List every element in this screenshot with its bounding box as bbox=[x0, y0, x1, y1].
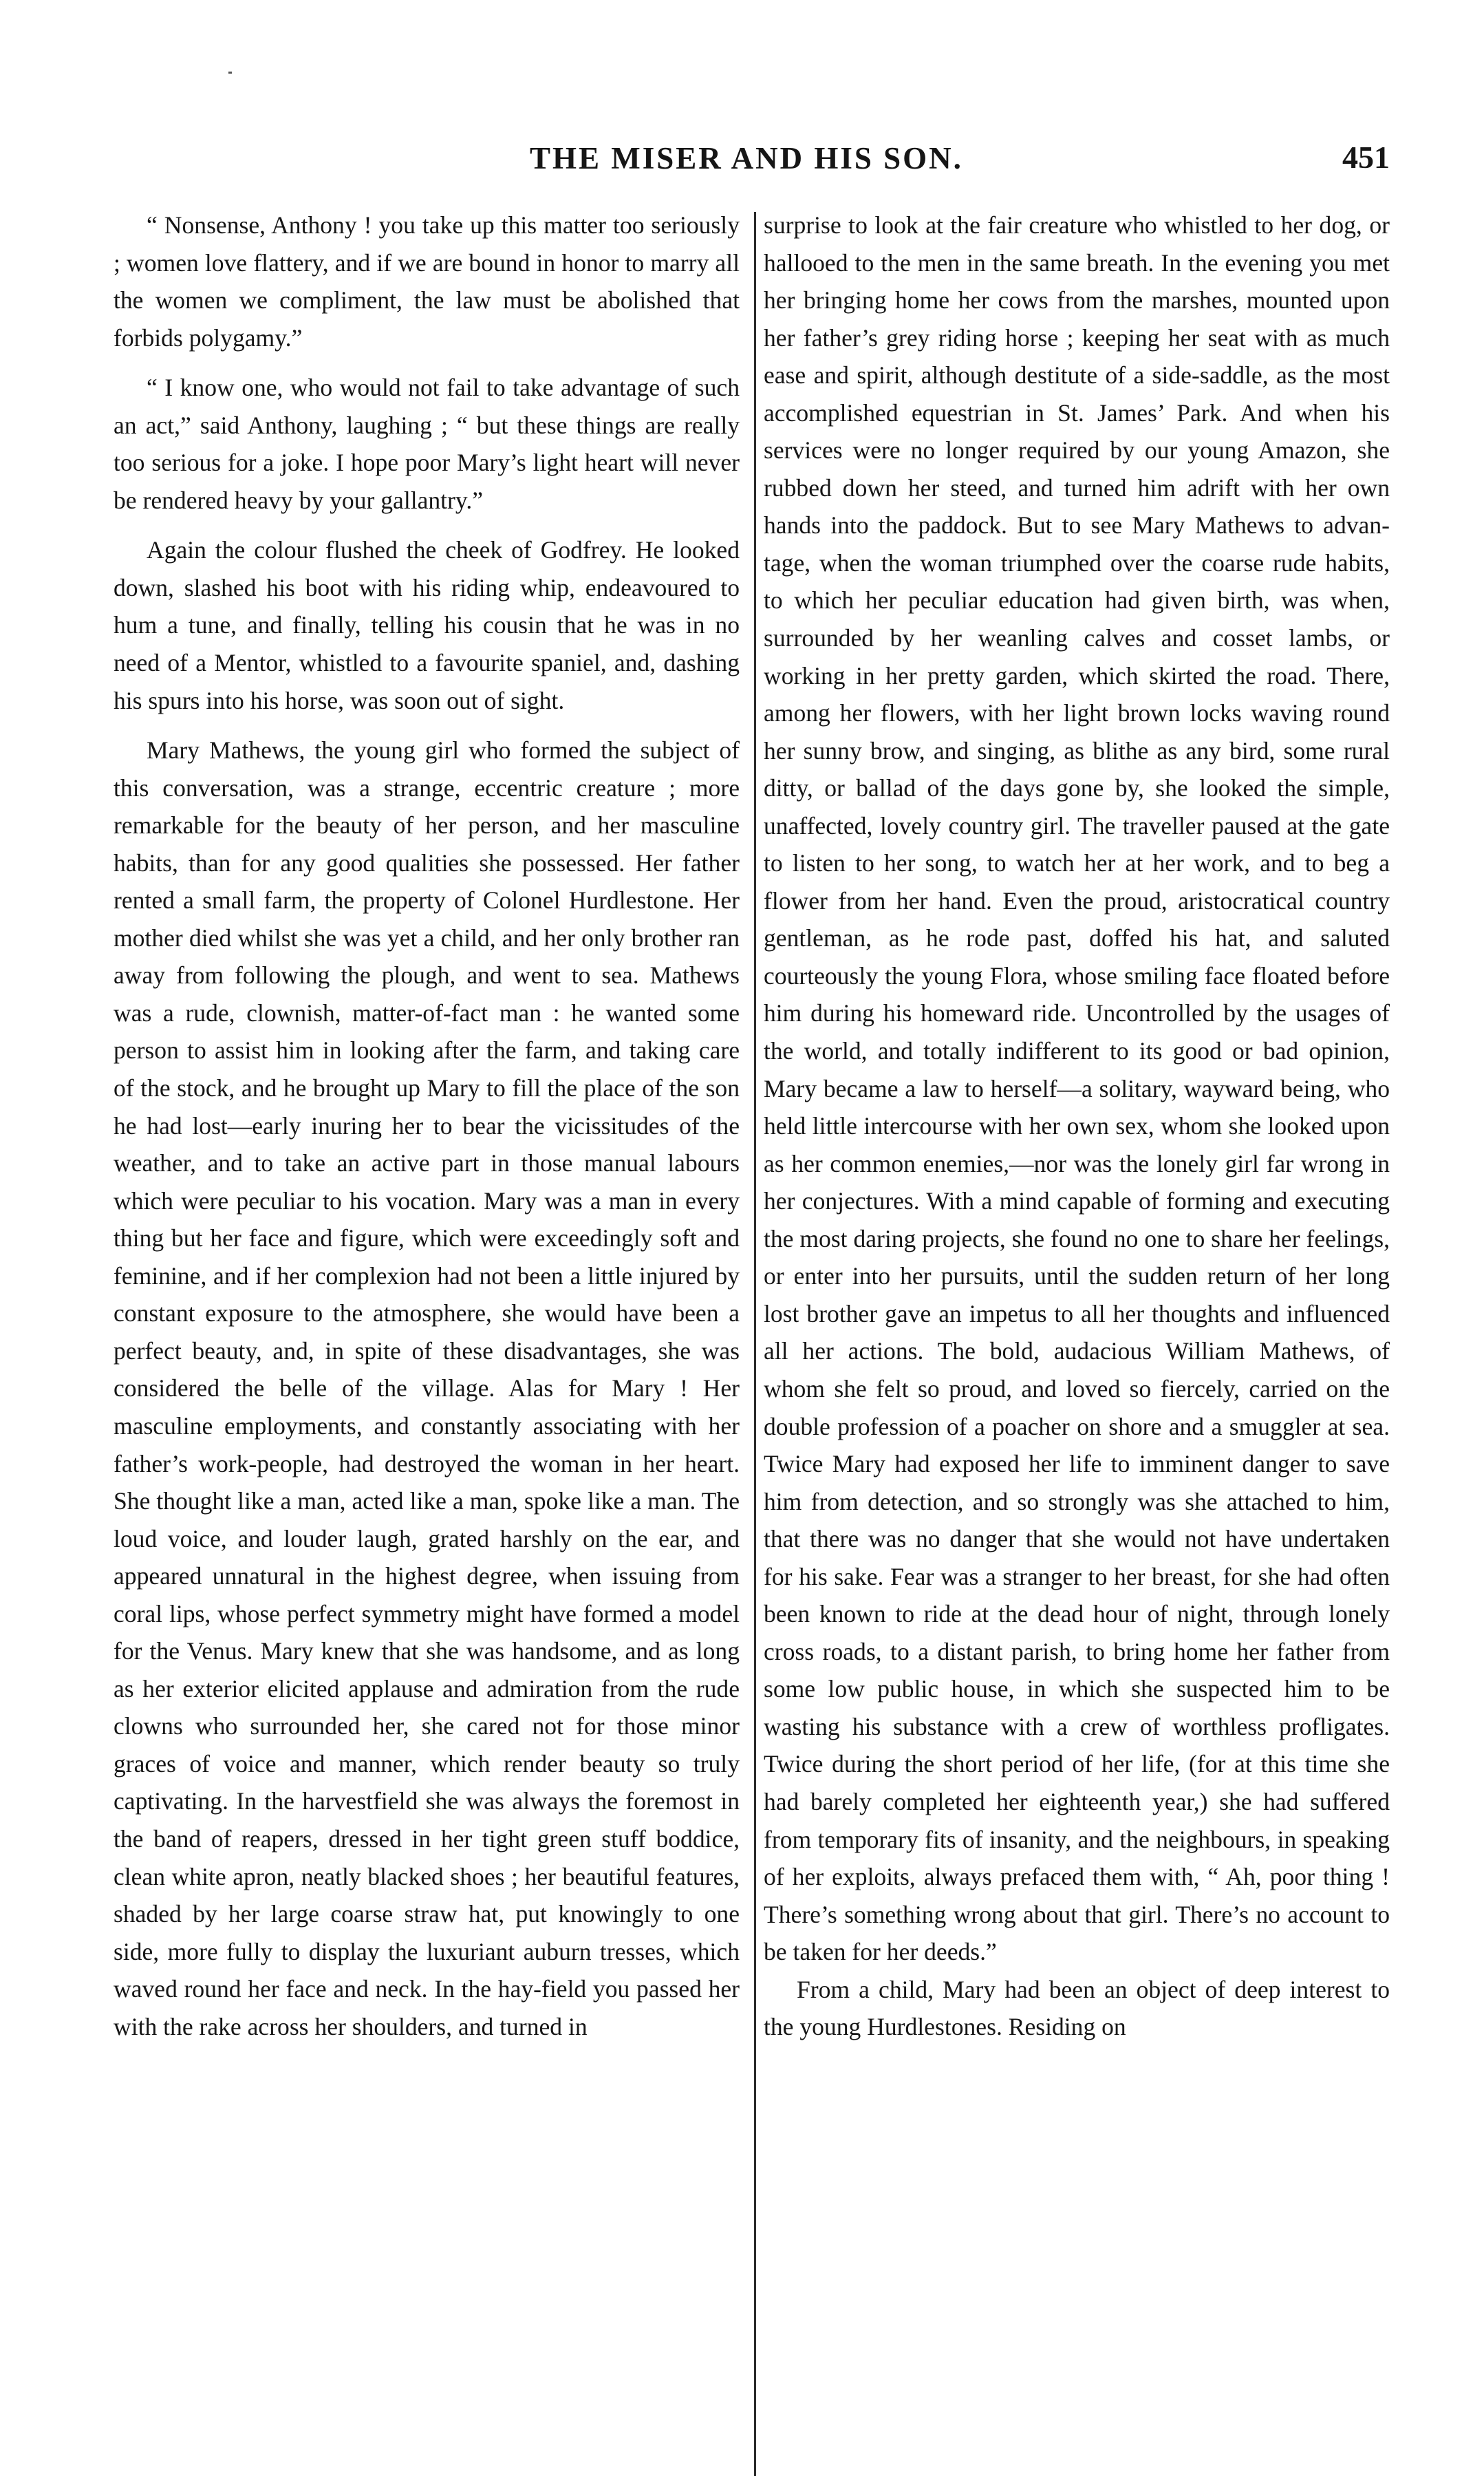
right-column bbox=[764, 206, 1390, 2046]
running-title: THE MISER AND HIS SON. bbox=[530, 141, 963, 175]
paragraph: Again the colour flushed the cheek of Godfrey. He looked down, slashed his boot with his riding whip, endeavoured to hum a tune, and finally, telling his cousin that he was in no need of a Mentor, whistled to a favourite spaniel, and, dashing his spurs into his horse, was soon out of sight. bbox=[114, 536, 740, 714]
paragraph: surprise to look at the fair creature who whistled to her dog, or hallooed to the men in the same breath. In the evening you met her bringing home her cows from the marshes, mounted upon her father’s grey riding horse ; keeping her seat with as much ease and spirit, although destitute of a side-saddle, as the most accomplished equestrian in St. James’ Park. And when his services were no longer required by our young Amazon, she rubbed down her steed, and turned him adrift with her own hands into the paddock. But to see Mary Mathews to advantage, when the woman triumphed over the coarse rude habits, to which her peculiar education had given birth, was when, surrounded by her weanling calves and cosset lambs, or working in her pretty garden, which skirted the road. There, among her flowers, with her light brown locks waving round her sunny brow, and singing, as blithe as any bird, some rural ditty, or ballad of the days gone by, she looked the simple, unaffected, lovely country girl. The traveller paused at the gate to listen to her song, to watch her at her work, and to beg a flower from her hand. Even the proud, aristocratical country gentleman, as he rode past, doffed his hat, and saluted courteously the young Flora, whose smiling face floated before him during his homeward ride. Uncontrolled by the usages of the world, and totally indifferent to its good or bad opinion, Mary became a law to herself—a solitary, wayward being, who held little intercourse with her own sex, whom she looked upon as her common enemies,—nor was the lonely girl far wrong in her conjectures. With a mind capable of forming and executing the most daring projects, she found no one to share her feelings, or enter into her pursuits, until the sudden return of her long lost brother gave an impetus to all her thoughts and influenced all her actions. The bold, audacious William Mathews, of whom she felt so proud, and loved so fiercely, carried on the double profession of a poacher on shore and a smuggler at sea. Twice Mary had exposed her life to imminent danger to save him from detection, and so strongly was she attached to him, that there was no danger that she would not have undertaken for his sake. Fear was a stranger to her breast, for she had often been known to ride at the dead hour of night, through lonely cross roads, to a distant parish, to bring home her father from some low public house, in which she suspected him to be wasting his substance with a crew of worthless profligates. Twice during the short period of her life, (for at this time she had barely completed her eighteenth year,) she had suffered from temporary fits of insanity, and the neighbours, in speaking of her exploits, always prefaced them with, “ Ah, poor thing ! There’s something wrong about that girl. There’s no account to be taken for her deeds.” bbox=[764, 211, 1390, 1966]
paragraph: Mary Mathews, the young girl who formed the subject of this conversation, was a strange, eccentric creature ; more remarkable for the beauty of her person, and her masculine habits, than for any good qualities she possessed. Her father rented a small farm, the property of Colonel Hurdlestone. Her mother died whilst she was yet a child, and her only brother ran away from following the plough, and went to sea. Mathews was a rude, clownish, matter-of-fact man : he wanted some person to assist him in looking after the farm, and taking care of the stock, and he brought up Mary to fill the place of the son he had lost—early inuring her to bear the vicissitudes of the weather, and to take an active part in those manual labours which were peculiar to his vocation. Mary was a man in every thing but her face and figure, which were exceedingly soft and feminine, and if her complexion had not been a little injured by constant exposure to the atmosphere, she would have been a perfect beauty, and, in spite of these disadvantages, she was considered the belle of the village. Alas for Mary ! Her masculine employments, and constantly associating with her father’s work-people, had destroyed the woman in her heart. She thought like a man, acted like a man, spoke like a man. The loud voice, and louder laugh, grated harshly on the ear, and appeared unnatural in the highest degree, when issuing from coral lips, whose perfect symmetry might have formed a model for the Venus. Mary knew that she was handsome, and as long as her exterior elicited applause and admiration from the rude clowns who surrounded her, she cared not for those minor graces of voice and manner, which render beauty so truly captivating. In the harvestfield she was always the foremost in the band of reapers, dressed in her tight green stuff boddice, clean white apron, neatly blacked shoes ; her beautiful features, shaded by her large coarse straw hat, put knowingly to one side, more fully to display the luxuriant auburn tresses, which waved round her face and neck. In the hay-field you passed her with the rake across her shoulders, and turned in bbox=[114, 736, 740, 2040]
page-number: 451 bbox=[1342, 140, 1390, 175]
page-header bbox=[124, 138, 1404, 186]
ink-speck bbox=[228, 72, 232, 74]
column-divider bbox=[754, 212, 756, 2476]
paragraph: “ Nonsense, Anthony ! you take up this matter too seriously ; women love flattery, and if we are bound in honor to marry all the women we compliment, the law must be abolished that forbids polygamy.” bbox=[114, 211, 740, 352]
left-column bbox=[114, 206, 740, 2045]
paragraph: From a child, Mary had been an object of deep interest to the young Hurdlestones. Residing on bbox=[764, 1975, 1390, 2041]
paragraph: “ I know one, who would not fail to take advantage of such an act,” said Anthony, laughing ; “ but these things are really too serious for a joke. I hope poor Mary’s light heart will never be rendered heavy by your gallantry.” bbox=[114, 374, 740, 514]
